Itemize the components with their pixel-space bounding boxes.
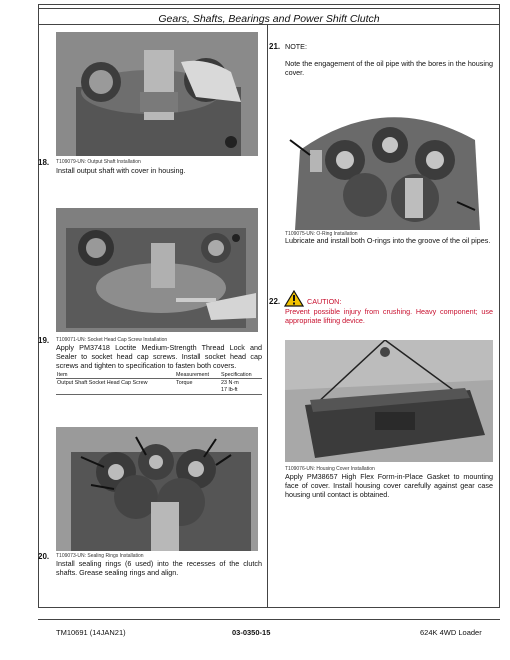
step-18-number: 18. (38, 158, 50, 167)
footer-manual-id: TM10691 (14JAN21) (56, 628, 126, 637)
step-20-caption: T109073-UN: Sealing Rings Installation (56, 553, 144, 559)
cap-screw-photo (56, 208, 258, 332)
spec-table-header (56, 371, 262, 379)
step-22-caption: T109076-UN: Housing Cover Installation (285, 466, 375, 472)
step-22-text: Apply PM38657 High Flex Form-in-Place Gasket to mounting face of cover. Install housing cover carefully against gear case housing until contact is obtained. (285, 472, 493, 499)
step-22-number: 22. (269, 297, 281, 306)
column-divider (267, 25, 268, 608)
note-label: NOTE: (285, 42, 307, 51)
footer-page-number: 03-0350-15 (232, 628, 271, 637)
step-19-caption: T109071-UN: Socket Head Cap Screw Installation (56, 337, 168, 343)
caution-label: CAUTION: (307, 297, 342, 306)
page-header (38, 8, 500, 25)
step-21-number: 21. (269, 42, 281, 51)
spec-table (56, 371, 262, 395)
step-19-number: 19. (38, 336, 50, 345)
footer-rule (38, 619, 500, 620)
step-20-number: 20. (38, 552, 50, 561)
spec-cell-spec-imperial: 17 lb-ft (220, 386, 262, 394)
step-18-caption: T109079-UN: Output Shaft Installation (56, 159, 141, 165)
page-title: Gears, Shafts, Bearings and Power Shift Clutch (158, 13, 380, 25)
step-19-text: Apply PM37418 Loctite Medium-Strength Thread Lock and Sealer to socket head cap screws. Install socket head cap screws and tighten to specification to fasten both covers. (56, 343, 262, 370)
o-ring-photo (285, 90, 487, 230)
spec-table-row (56, 379, 262, 387)
caution-text: Prevent possible injury from crushing. Heavy component; use appropriate lifting device. (285, 307, 493, 325)
output-shaft-photo (56, 32, 258, 156)
step-21-note: Note the engagement of the oil pipe with the bores in the housing cover. (285, 59, 493, 77)
spec-header-item: Item (56, 371, 175, 379)
spec-cell-spec-metric: 23 N·m (221, 379, 239, 386)
step-20-text: Install sealing rings (6 used) into the recesses of the clutch shafts. Grease sealing rings and align. (56, 559, 262, 577)
warning-triangle-icon (284, 290, 304, 307)
housing-cover-photo (285, 340, 493, 462)
step-21-text: Lubricate and install both O-rings into the groove of the oil pipes. (285, 236, 491, 245)
spec-header-measurement: Measurement (175, 371, 220, 379)
spec-cell-measurement: Torque (176, 379, 193, 386)
step-21-caption: T109075-UN: O-Ring Installation (285, 231, 358, 237)
sealing-rings-photo (56, 427, 258, 551)
step-18-text: Install output shaft with cover in housing. (56, 166, 186, 175)
footer-model: 624K 4WD Loader (420, 628, 482, 637)
spec-header-specification: Specification (220, 371, 262, 379)
spec-cell-item: Output Shaft Socket Head Cap Screw (57, 379, 148, 386)
spec-table-row (56, 386, 262, 394)
